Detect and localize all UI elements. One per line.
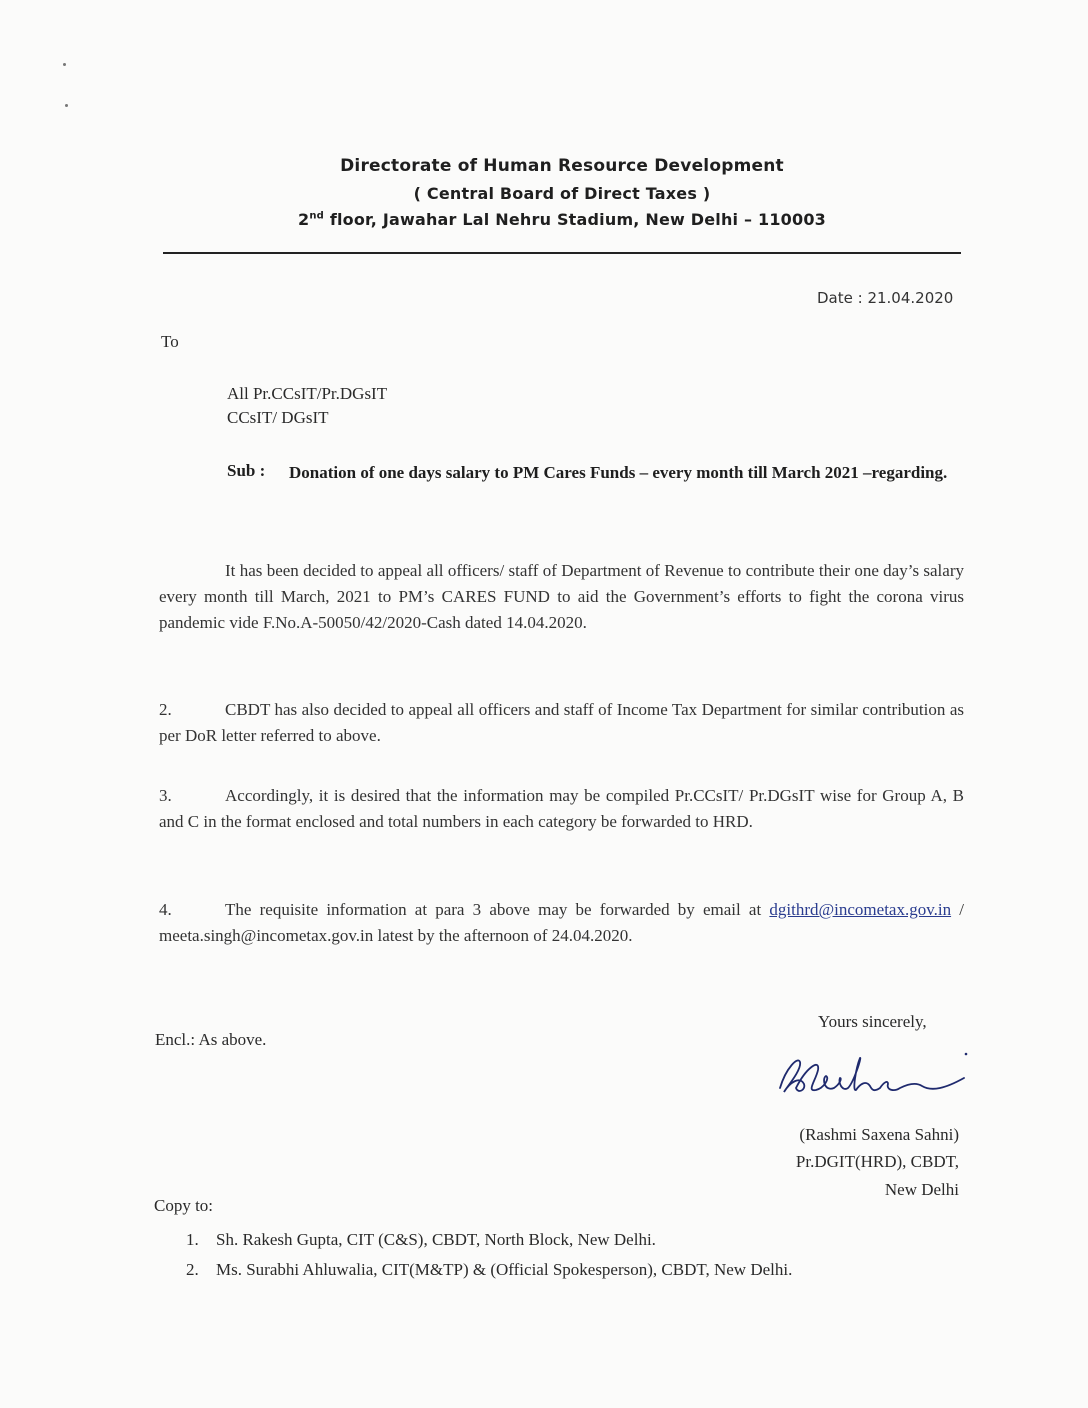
copy-to-item bbox=[186, 1260, 792, 1280]
header-board: ( Central Board of Direct Taxes ) bbox=[413, 184, 711, 203]
copy-to-label: Copy to: bbox=[154, 1196, 214, 1215]
paragraph-text: CBDT has also decided to appeal all officers and staff of Income Tax Department for similar contribution as per DoR letter referred to above. bbox=[159, 700, 964, 745]
signer-place: New Delhi bbox=[884, 1180, 959, 1199]
enclosure-note: Encl.: As above. bbox=[155, 1030, 267, 1049]
signer-designation: Pr.DGIT(HRD), CBDT, bbox=[795, 1152, 959, 1171]
scan-speck bbox=[63, 63, 66, 66]
letter-date: Date : 21.04.2020 bbox=[817, 289, 954, 307]
paragraph-3 bbox=[159, 783, 964, 835]
paragraph-number: 4. bbox=[159, 900, 172, 919]
copy-to-item bbox=[186, 1230, 656, 1250]
paragraph-1: It has been decided to appeal all officers/ staff of Department of Revenue to contribute their one day’s salary every month till March, 2021 to PM’s CARES FUND to aid the Government’s efforts to fight the corona virus pandemic vide F.No.A-50050/42/2020-Cash dated 14.04.2020. bbox=[159, 561, 964, 632]
paragraph-4 bbox=[159, 897, 964, 949]
header-rule bbox=[163, 252, 961, 254]
floor-number: 2 bbox=[298, 210, 310, 229]
paragraph-text: / meeta.singh@incometax.gov.in latest by the afternoon of 24.04.2020. bbox=[159, 900, 964, 945]
signature bbox=[776, 1048, 976, 1108]
header-address bbox=[0, 210, 1088, 229]
paragraph-2 bbox=[159, 697, 964, 749]
copy-to-number: 2. bbox=[186, 1260, 199, 1279]
subject-text: Donation of one days salary to PM Cares Funds – every month till March 2021 –regarding. bbox=[289, 463, 948, 482]
copy-to-number: 1. bbox=[186, 1230, 199, 1249]
closing: Yours sincerely, bbox=[818, 1012, 927, 1031]
paragraph-number: 3. bbox=[159, 786, 172, 805]
copy-to-text: Sh. Rakesh Gupta, CIT (C&S), CBDT, North Block, New Delhi. bbox=[216, 1230, 656, 1249]
address-text: floor, Jawahar Lal Nehru Stadium, New Delhi – 110003 bbox=[324, 210, 826, 229]
header-org: Directorate of Human Resource Development bbox=[340, 156, 784, 176]
subject-label: Sub : bbox=[227, 461, 266, 480]
floor-superscript: nd bbox=[309, 210, 325, 222]
email-link[interactable]: dgithrd@incometax.gov.in bbox=[769, 900, 952, 919]
copy-to-text: Ms. Surabhi Ahluwalia, CIT(M&TP) & (Official Spokesperson), CBDT, New Delhi. bbox=[216, 1260, 793, 1279]
signer-name: (Rashmi Saxena Sahni) bbox=[799, 1125, 959, 1144]
paragraph-number: 2. bbox=[159, 700, 172, 719]
addressee-line: All Pr.CCsIT/Pr.DGsIT bbox=[227, 384, 388, 403]
scan-speck bbox=[65, 104, 68, 107]
to-label: To bbox=[161, 332, 179, 351]
paragraph-text: The requisite information at para 3 above may be forwarded by email at bbox=[225, 900, 770, 919]
paragraph-text: Accordingly, it is desired that the information may be compiled Pr.CCsIT/ Pr.DGsIT wise for Group A, B and C in the format enclosed and total numbers in each category be forwarded to HRD. bbox=[159, 786, 964, 831]
addressee-line: CCsIT/ DGsIT bbox=[227, 408, 329, 427]
